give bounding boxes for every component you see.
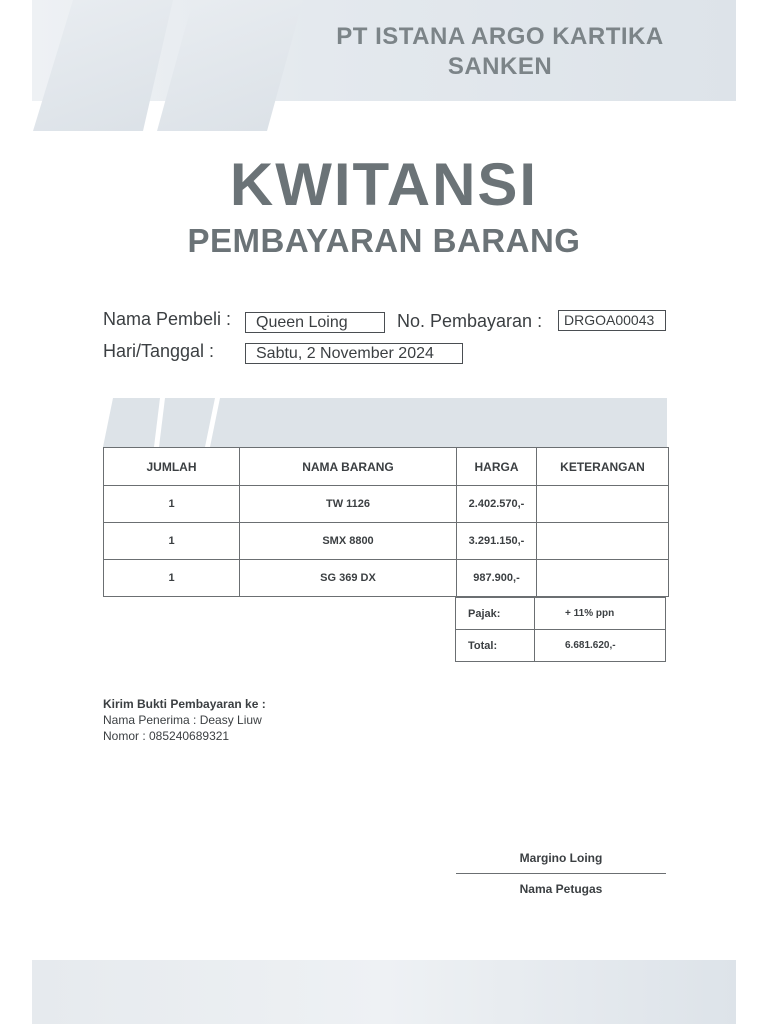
officer-name: Margino Loing bbox=[519, 851, 603, 865]
table-header-row bbox=[104, 448, 669, 486]
table-row bbox=[104, 560, 669, 597]
document-title: KWITANSI bbox=[229, 151, 539, 218]
payment-number-label: No. Pembayaran : bbox=[397, 311, 543, 331]
buyer-value: Queen Loing bbox=[245, 312, 385, 333]
total-row bbox=[456, 630, 666, 662]
table-row bbox=[104, 486, 669, 523]
tax-label: Pajak: bbox=[456, 598, 535, 630]
cell-note bbox=[537, 523, 669, 560]
table-row bbox=[104, 523, 669, 560]
tax-row bbox=[456, 598, 666, 630]
date-label: Hari/Tanggal : bbox=[103, 341, 215, 361]
footer-band bbox=[32, 960, 736, 1024]
cell-price: 3.291.150,- bbox=[457, 523, 537, 560]
cell-price: 2.402.570,- bbox=[457, 486, 537, 523]
company-name-line1: PT ISTANA ARGO KARTIKA bbox=[336, 23, 664, 50]
transfer-number: Nomor : 085240689321 bbox=[103, 729, 230, 743]
transfer-heading: Kirim Bukti Pembayaran ke : bbox=[103, 697, 266, 711]
signature-line bbox=[456, 873, 666, 874]
company-name-line2: SANKEN bbox=[447, 53, 553, 80]
date-value: Sabtu, 2 November 2024 bbox=[245, 343, 463, 364]
buyer-label: Nama Pembeli : bbox=[103, 309, 232, 329]
cell-qty: 1 bbox=[104, 486, 240, 523]
total-label: Total: bbox=[456, 630, 535, 662]
cell-qty: 1 bbox=[104, 560, 240, 597]
transfer-recipient: Nama Penerima : Deasy Liuw bbox=[103, 713, 262, 727]
items-table bbox=[103, 447, 669, 597]
cell-note bbox=[537, 560, 669, 597]
transfer-info bbox=[103, 696, 266, 744]
total-value: 6.681.620,- bbox=[535, 630, 666, 662]
column-header-note: KETERANGAN bbox=[537, 448, 669, 486]
cell-price: 987.900,- bbox=[457, 560, 537, 597]
tax-value: + 11% ppn bbox=[535, 598, 666, 630]
column-header-name: NAMA BARANG bbox=[240, 448, 457, 486]
table-header-band bbox=[103, 398, 667, 447]
cell-name: TW 1126 bbox=[240, 486, 457, 523]
cell-name: SMX 8800 bbox=[240, 523, 457, 560]
document-subtitle: PEMBAYARAN BARANG bbox=[187, 222, 581, 259]
summary-table bbox=[455, 597, 666, 662]
cell-name: SG 369 DX bbox=[240, 560, 457, 597]
cell-qty: 1 bbox=[104, 523, 240, 560]
column-header-qty: JUMLAH bbox=[104, 448, 240, 486]
cell-note bbox=[537, 486, 669, 523]
payment-number-value: DRGOA00043 bbox=[558, 310, 666, 331]
company-name bbox=[300, 22, 700, 82]
column-header-price: HARGA bbox=[457, 448, 537, 486]
officer-role: Nama Petugas bbox=[519, 882, 603, 896]
